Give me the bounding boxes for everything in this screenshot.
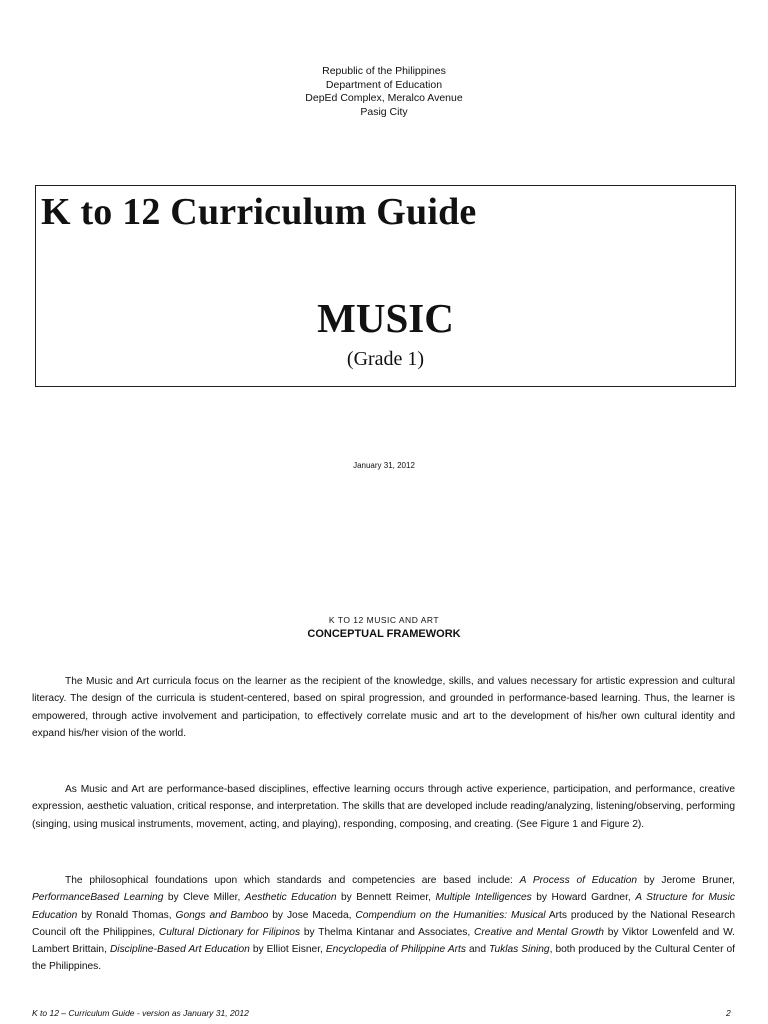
p3-text: by Viktor Lowenfeld and W. Lambert Brittain,	[32, 926, 735, 956]
footer-version: K to 12 – Curriculum Guide - version as January 31, 2012	[32, 1008, 249, 1018]
p3-text: by Elliot Eisner,	[249, 944, 326, 956]
header-line-department: Department of Education	[325, 78, 443, 91]
section-title: CONCEPTUAL FRAMEWORK	[307, 628, 461, 640]
p3-book-title: Gongs and Bamboo	[175, 909, 269, 921]
p3-book-title: Multiple Intelligences	[435, 892, 532, 904]
document-header	[0, 65, 768, 119]
grade-label: (Grade 1)	[346, 348, 425, 370]
paragraph-1: The Music and Art curricula focus on the learner as the recipient of the knowledge, skills, and values necessary for artistic expression and cultural literacy. The design of the curricula is student-centered, based on spiral progression, and grounded in performance-based learning. Thus, the learner is empowered, through active involvement and participation, to effectively correlate music and art to the development of his/her own cultural identity and expand his/her vision of the world.	[32, 676, 735, 739]
p3-book-title: Compendium on the Humanities: Musical	[355, 909, 546, 921]
guide-title: K to 12 Curriculum Guide	[41, 191, 477, 233]
header-line-republic: Republic of the Philippines	[322, 65, 446, 77]
title-box	[35, 185, 736, 387]
p3-text: by Thelma Kintanar and Associates,	[300, 926, 475, 938]
header-line-address: DepEd Complex, Meralco Avenue	[305, 92, 463, 104]
p3-text: by Bennett Reimer,	[336, 892, 436, 904]
p3-book-title: Aesthetic Education	[244, 892, 337, 904]
paragraph-2: As Music and Art are performance-based disciplines, effective learning occurs through active experience, participation, and performance, creative expression, aesthetic valuation, critical response, and interpretation. The skills that are developed include reading/analyzing, listening/observing, performing (singing, using musical instruments, movement, acting, and playing), responding, composing, and creating. (See Figure 1 and Figure 2).	[32, 784, 735, 830]
p3-text: by Jose Maceda,	[268, 909, 356, 921]
page-number: 2	[726, 1008, 731, 1018]
p3-text: by Howard Gardner,	[531, 892, 636, 904]
header-line-city: Pasig City	[360, 105, 408, 118]
p3-book-title: A Process of Education	[519, 875, 638, 886]
p3-text: by Jerome Bruner,	[637, 875, 735, 886]
p3-book-title: Cultural Dictionary for Filipinos	[158, 926, 301, 938]
p3-book-title: Discipline-Based Art Education	[109, 944, 250, 956]
p3-text: by Cleve Miller,	[163, 892, 245, 904]
p3-text: Arts produced by the National Research Council oft the Philippines,	[32, 909, 735, 938]
p3-text: , both produced by the Cultural Center of the Philippines.	[32, 944, 735, 973]
p3-book-title: Tuklas Sining	[489, 944, 550, 956]
p3-text: by Ronald Thomas,	[77, 909, 176, 921]
subject-title: MUSIC	[317, 295, 454, 341]
p3-book-title: A Structure for Music Education	[32, 892, 735, 921]
p3-book-title: Encyclopedia of Philippine Arts	[325, 944, 466, 956]
p3-text: The philosophical foundations upon which standards and competencies are based include:	[65, 875, 520, 886]
p3-book-title: Creative and Mental Growth	[474, 926, 604, 938]
paragraph-3	[32, 872, 735, 976]
section-kicker: K TO 12 MUSIC AND ART	[328, 615, 440, 625]
p3-book-title: PerformanceBased Learning	[32, 892, 164, 904]
document-date: January 31, 2012	[353, 461, 415, 470]
p3-text: and	[465, 944, 490, 956]
